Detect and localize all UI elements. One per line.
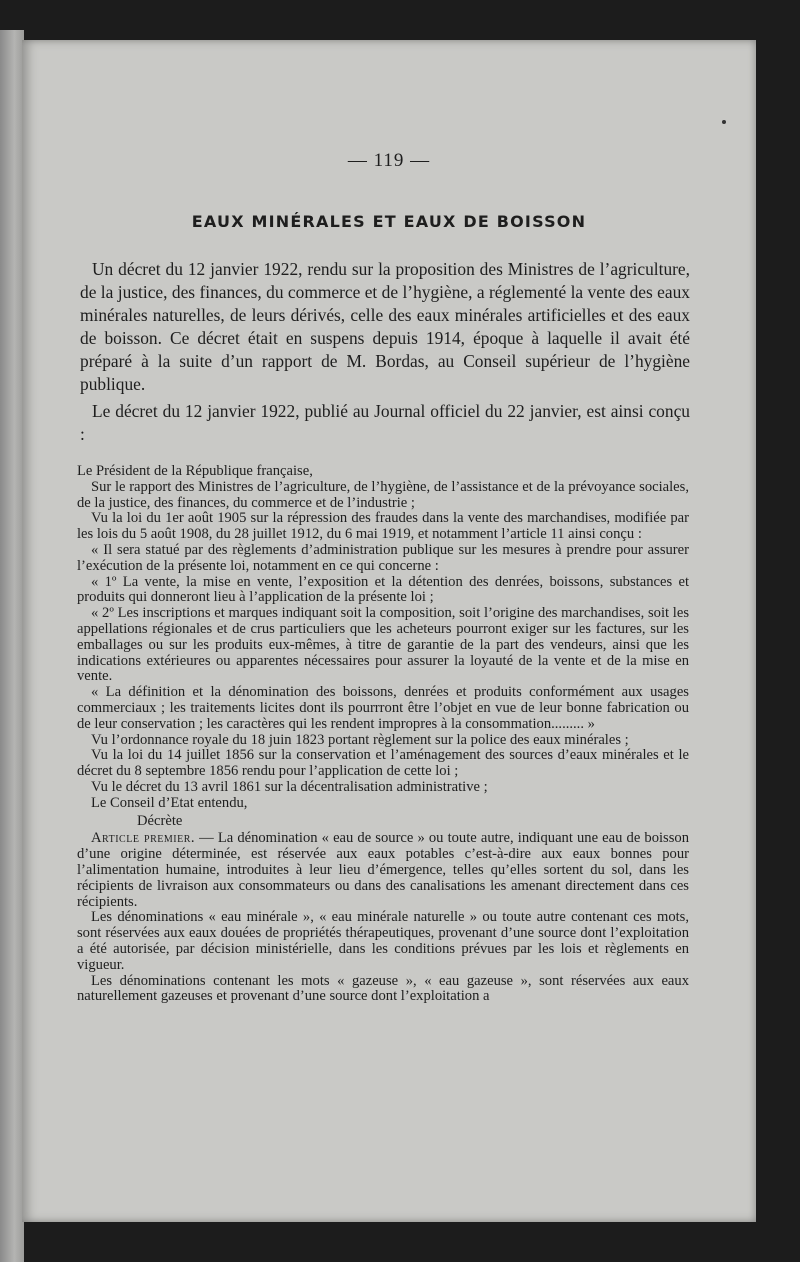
decree-consideration: Vu l’ordonnance royale du 18 juin 1823 portant règlement sur la police des eaux minérales ; [91, 731, 629, 748]
decree-consideration: Le Conseil d’Etat entendu, [91, 794, 248, 811]
page-number: — 119 — [347, 150, 431, 171]
article-label: Article premier. [91, 830, 196, 847]
adjacent-page-edge [0, 30, 24, 1262]
intro-paragraph: Un décret du 12 janvier 1922, rendu sur la proposition des Ministres de l’agriculture, de la justice, des finances, du commerce et de l’hygiène, a réglementé la vente des eaux minérales naturelles, de leurs dérivés, celle des eaux minérales artificielles et des eaux de boisson. Ce décret était en suspens depuis 1914, époque à laquelle il avait été préparé à la suite d’un rapport de M. Bordas, au Conseil supérieur de l’hygiène publique. [80, 259, 690, 394]
decree-consideration: « 1º La vente, la mise en vente, l’exposition et la détention des denrées, boissons, substances et produits qui donneront lieu à l’application de la présente loi ; [77, 573, 689, 606]
article-first [77, 831, 689, 910]
decree-consideration: « 2º Les inscriptions et marques indiquant soit la composition, soit l’origine des marchandises, soit les appellations régionales et de crus particuliers que les acheteurs pourront exiger sur les factures, sur les emballages ou sur les produits eux-mêmes, à titre de garantie de la part des vendeurs, ainsi que les indications extérieures ou apparentes nécessaires pour assurer la loyauté de la vente et de la mise en vente. [77, 605, 689, 685]
decree-consideration: Vu la loi du 14 juillet 1856 sur la conservation et l’aménagement des sources d’eaux minérales et le décret du 8 septembre 1856 rendu pour l’application de cette loi ; [77, 747, 689, 780]
decree-consideration: « Il sera statué par des règlements d’administration publique sur les mesures à prendre pour assurer l’exécution de la présente loi, notamment en ce qui concerne : [77, 541, 689, 574]
ink-spot [722, 120, 726, 124]
article-text: — La dénomination « eau de source » ou toute autre, indiquant une eau de boisson d’une origine déterminée, est réservée aux eaux potables c’est-à-dire aux eaux bonnes pour l’alimentation humaine, introduites à leur lieu d’émergence, telles qu’elles sortent du sol, dans les récipients de livraison aux consommateurs ou dans des canalisations les amenant directement dans ces récipients. [77, 830, 689, 910]
decree-consideration: Vu le décret du 13 avril 1861 sur la décentralisation administrative ; [91, 778, 488, 795]
intro-text [80, 258, 690, 450]
decree-consideration: Sur le rapport des Ministres de l’agriculture, de l’hygiène, de l’assistance et de la prévoyance sociales, de la justice, des finances, du commerce et de l’industrie ; [77, 478, 689, 511]
decree-text [77, 464, 689, 1005]
intro-paragraph: Le décret du 12 janvier 1922, publié au Journal officiel du 22 janvier, est ainsi conçu : [80, 401, 690, 444]
page-title: EAUX MINÉRALES ET EAUX DE BOISSON [191, 212, 587, 231]
book-page [22, 40, 756, 1222]
article-paragraph: Les dénominations « eau minérale », « eau minérale naturelle » ou toute autre contenant ces mots, sont réservées aux eaux douées de propriétés thérapeutiques, provenant d’une source dont l’exploitation a été autorisée, par décision ministérielle, dans les conditions prévues par les lois et règlements en vigueur. [77, 909, 689, 973]
decree-consideration: « La définition et la dénomination des boissons, denrées et produits conformément aux usages commerciaux ; les traitements licites dont ils pourrront être l’objet en vue de leur bonne fabrication ou de leur conservation ; les caractères qui les rendent impropres à la consommation......... » [77, 684, 689, 732]
decree-enactment: Décrète [137, 812, 183, 829]
decree-opening: Le Président de la République française, [77, 463, 313, 479]
article-paragraph: Les dénominations contenant les mots « gazeuse », « eau gazeuse », sont réservées aux eaux naturellement gazeuses et provenant d’une source dont l’exploitation a [77, 972, 689, 1005]
decree-consideration: Vu la loi du 1er août 1905 sur la répression des fraudes dans la vente des marchandises, modifiée par les lois du 5 août 1908, du 28 juillet 1912, du 6 mai 1919, et notamment l’article 11 ainsi conçu : [77, 510, 689, 543]
